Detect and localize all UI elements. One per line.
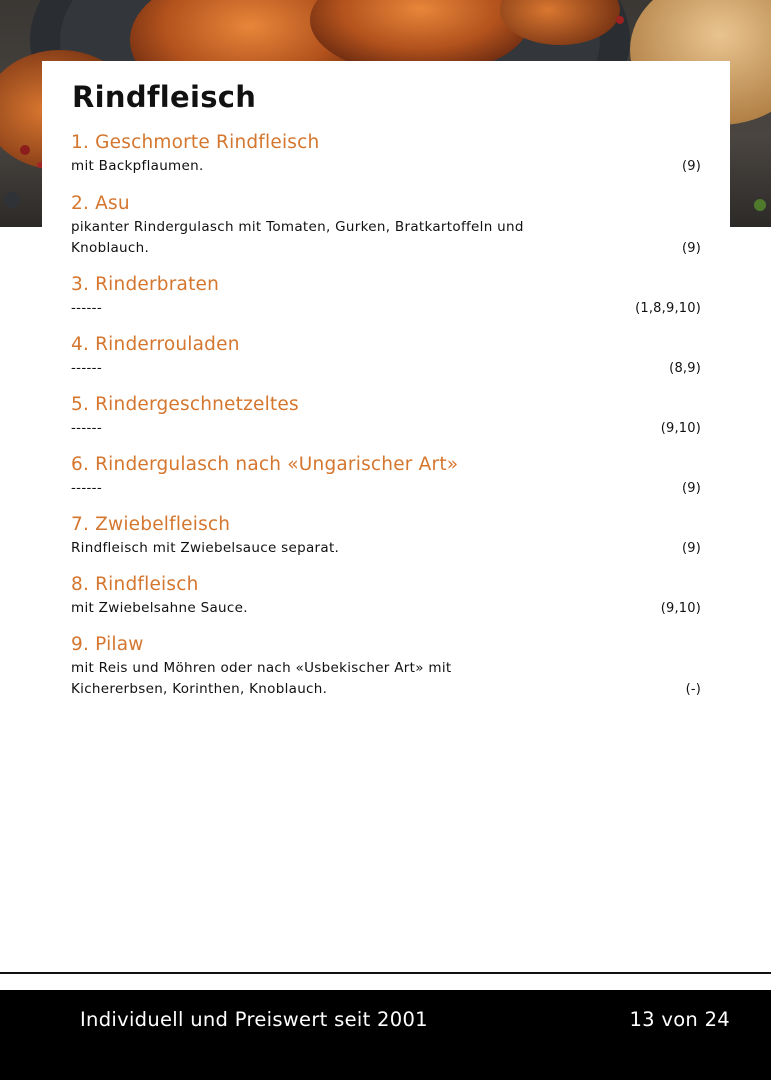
footer-bar [0, 990, 771, 1080]
menu-item [71, 452, 701, 499]
dish-description: ------ [71, 480, 103, 496]
dish-name: 7. Zwiebelfleisch [71, 514, 231, 535]
dish-allergens: (1,8,9,10) [635, 301, 701, 316]
menu-item [71, 272, 701, 319]
dish-name: 1. Geschmorte Rindfleisch [71, 132, 320, 153]
dish-description: pikanter Rindergulasch mit Tomaten, Gurken, Bratkartoffeln und Knoblauch. [71, 219, 524, 256]
dish-allergens: (9) [681, 541, 701, 556]
menu-list [71, 130, 701, 700]
dish-name: 8. Rindfleisch [71, 574, 199, 595]
dish-description: ------ [71, 420, 103, 436]
dish-allergens: (9,10) [660, 421, 701, 436]
dish-name: 4. Rinderrouladen [71, 334, 240, 355]
dish-allergens: (9,10) [660, 601, 701, 616]
menu-item [71, 632, 701, 700]
dish-name: 3. Rinderbraten [71, 274, 220, 295]
dish-allergens: (9) [681, 159, 701, 174]
dish-allergens: (9) [681, 481, 701, 496]
dish-allergens: (8,9) [669, 361, 701, 376]
menu-item [71, 572, 701, 619]
dish-description: Rindfleisch mit Zwiebelsauce separat. [71, 540, 340, 556]
page-title: Rindfleisch [72, 80, 257, 114]
dish-description: ------ [71, 360, 103, 376]
menu-item [71, 191, 701, 259]
menu-item [71, 512, 701, 559]
dish-allergens: (9) [681, 241, 701, 256]
dish-name: 9. Pilaw [71, 634, 144, 655]
dish-name: 6. Rindergulasch nach «Ungarischer Art» [71, 454, 459, 475]
dish-name: 2. Asu [71, 193, 130, 214]
dish-description: mit Reis und Möhren oder nach «Usbekischer Art» mit Kichererbsen, Korinthen, Knoblauch. [71, 660, 452, 697]
page-indicator: 13 von 24 [629, 1008, 730, 1031]
dish-description: mit Zwiebelsahne Sauce. [71, 600, 248, 616]
dish-description: ------ [71, 300, 103, 316]
menu-item [71, 130, 701, 177]
footer-slogan: Individuell und Preiswert seit 2001 [80, 1008, 428, 1031]
menu-item [71, 392, 701, 439]
dish-allergens: (-) [685, 682, 701, 697]
menu-item [71, 332, 701, 379]
footer-divider [0, 972, 771, 974]
dish-name: 5. Rindergeschnetzeltes [71, 394, 299, 415]
dish-description: mit Backpflaumen. [71, 158, 204, 174]
